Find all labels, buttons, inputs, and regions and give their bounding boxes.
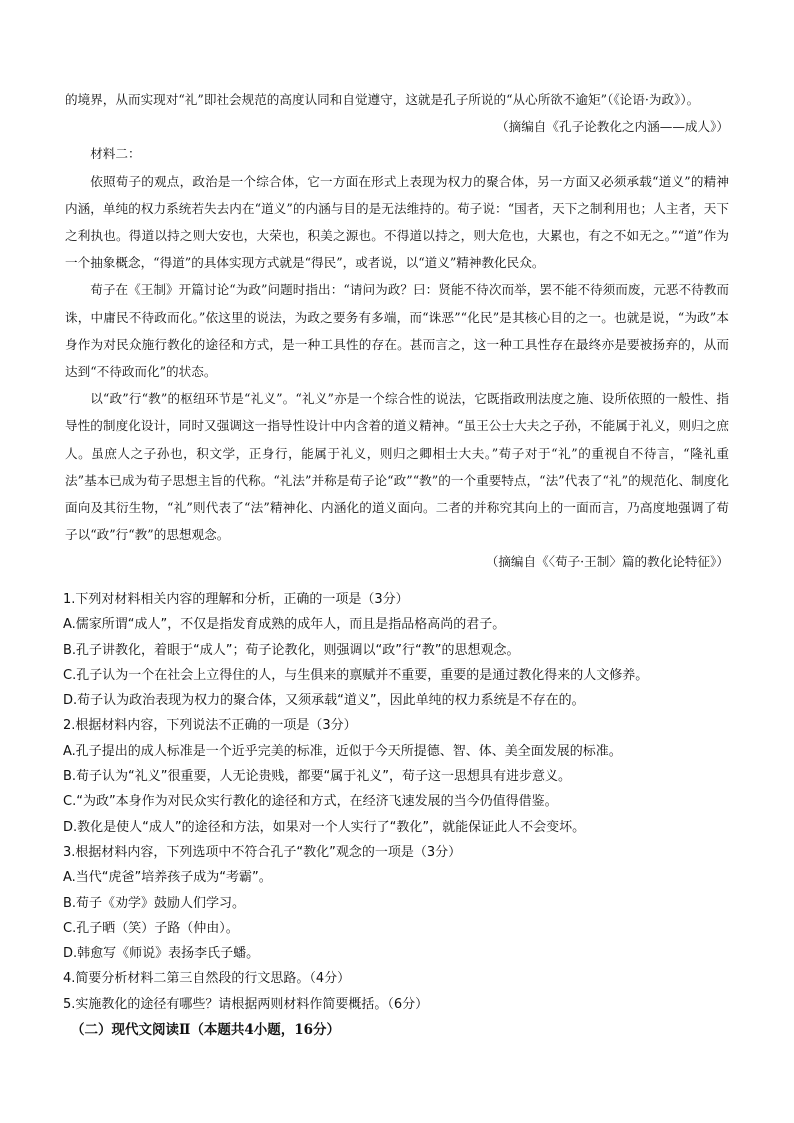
question-3-option-a: A.当代“虎爸”培养孩子成为“考霸”。 xyxy=(63,870,272,886)
question-3-stem: 3.根据材料内容，下列选项中不符合孔子“教化”观念的一项是（3分） xyxy=(63,844,462,860)
material-one-source: （摘编自《孔子论教化之内涵——成人》） xyxy=(496,119,729,135)
question-1-option-b: B.孔子讲教化，着眼于“成人”；荀子论教化，则强调以“政”行“教”的思想观念。 xyxy=(63,642,520,658)
question-2-option-a: A.孔子提出的成人标准是一个近乎完美的标准，近似于今天所提德、智、体、美全面发展的标准。 xyxy=(63,743,622,759)
question-1-stem: 1.下列对材料相关内容的理解和分析，正确的一项是（3分） xyxy=(63,592,409,607)
question-1-option-c: C.孔子认为一个在社会上立得住的人，与生俱来的禀赋并不重要，重要的是通过教化得来的人文修养。 xyxy=(63,667,649,683)
material-two-paragraph-3: 以“政”行“教”的枢纽环节是“礼义”。“礼义”亦是一个综合性的说法，它既指政刑法度之施、设所依照的一般性、指导性的制度化设计，同时又强调这一指导性设计中内含着的道义精神。“虽王公士大夫之子孙，不能属于礼义，则归之庶人。虽庶人之子孙也，积文学，正身行，能属于礼义，则归之卿相士大夫。”荀子对于“礼”的重视自不待言，“隆礼重法”基本已成为荀子思想主旨的代称。“礼法”并称是荀子论“政”“教”的一个重要特点，“法”代表了“礼”的规范化、制度化面向及其衍生物，“礼”则代表了“法”精神化、内涵化的道义面向。二者的并称究其向上的一面而言，乃高度地强调了荀子以“政”行“教”的思想观念。 xyxy=(65,391,729,543)
question-3-option-c: C.孔子晒（笑）子路（仲由）。 xyxy=(63,920,239,936)
section-heading: （二）现代文阅读Ⅱ（本题共4小题，16分） xyxy=(71,1022,341,1039)
question-1-option-d: D.荀子认为政治表现为权力的聚合体，又须承载“道义”，因此单纯的权力系统是不存在的。 xyxy=(63,693,585,709)
question-5: 5.实施教化的途径有哪些？请根据两则材料作简要概括。（6分） xyxy=(63,996,429,1012)
question-2-option-c: C.“为政”本身作为对民众实行教化的途径和方式，在经济飞速发展的当今仍值得借鉴。 xyxy=(63,794,558,810)
reading-material xyxy=(65,86,729,576)
material-two-heading: 材料二： xyxy=(90,146,141,162)
question-2-stem: 2.根据材料内容，下列说法不正确的一项是（3分） xyxy=(63,718,357,734)
material-two-source: （摘编自《〈荀子·王制〉篇的教化论特征》） xyxy=(485,554,729,570)
question-2-option-b: B.荀子认为“礼义”很重要，人无论贵贱，都要“属于礼义”，荀子这一思想具有进步意义。 xyxy=(63,769,571,785)
material-two-paragraph-1: 依照荀子的观点，政治是一个综合体，它一方面在形式上表现为权力的聚合体，另一方面又必须承载“道义”的精神内涵，单纯的权力系统若失去内在“道义”的内涵与目的是无法维持的。荀子说：“国者，天下之制利用也；人主者，天下之利执也。得道以持之则大安也，大荣也，积美之源也。不得道以持之，则大危也，大累也，有之不如无之。”“道”作为一个抽象概念，“得道”的具体实现方式就是“得民”，或者说，以“道义”精神教化民众。 xyxy=(65,173,729,271)
question-4: 4.简要分析材料二第三自然段的行文思路。（4分） xyxy=(63,971,351,987)
question-3-option-d: D.韩愈写《师说》表扬李氏子蟠。 xyxy=(63,946,260,962)
question-3-option-b: B.荀子《劝学》鼓励人们学习。 xyxy=(63,895,246,911)
question-1-option-a: A.儒家所谓“成人”，不仅是指发育成熟的成年人，而且是指品格高尚的君子。 xyxy=(63,617,506,633)
material-two-paragraph-2: 荀子在《王制》开篇讨论“为政”问题时指出：“请问为政？曰：贤能不待次而举，罢不能不待须而废，元恶不待教而诛，中庸民不待政而化。”依这里的说法，为政之要务有多端，而“诛恶”“化民”是其核心目的之一。也就是说，“为政”本身作为对民众施行教化的途径和方式，是一种工具性的存在。甚而言之，这一种工具性存在最终亦是要被扬弃的，从而达到“不待政而化”的状态。 xyxy=(65,282,729,380)
material-one-paragraph-end: 的境界，从而实现对“礼”即社会规范的高度认同和自觉遵守，这就是孔子所说的“从心所欲不逾矩”（《论语·为政》）。 xyxy=(65,92,700,107)
question-2-option-d: D.教化是使人“成人”的途径和方法，如果对一个人实行了“教化”，就能保证此人不会变坏。 xyxy=(63,819,586,835)
question-list xyxy=(63,587,733,1043)
